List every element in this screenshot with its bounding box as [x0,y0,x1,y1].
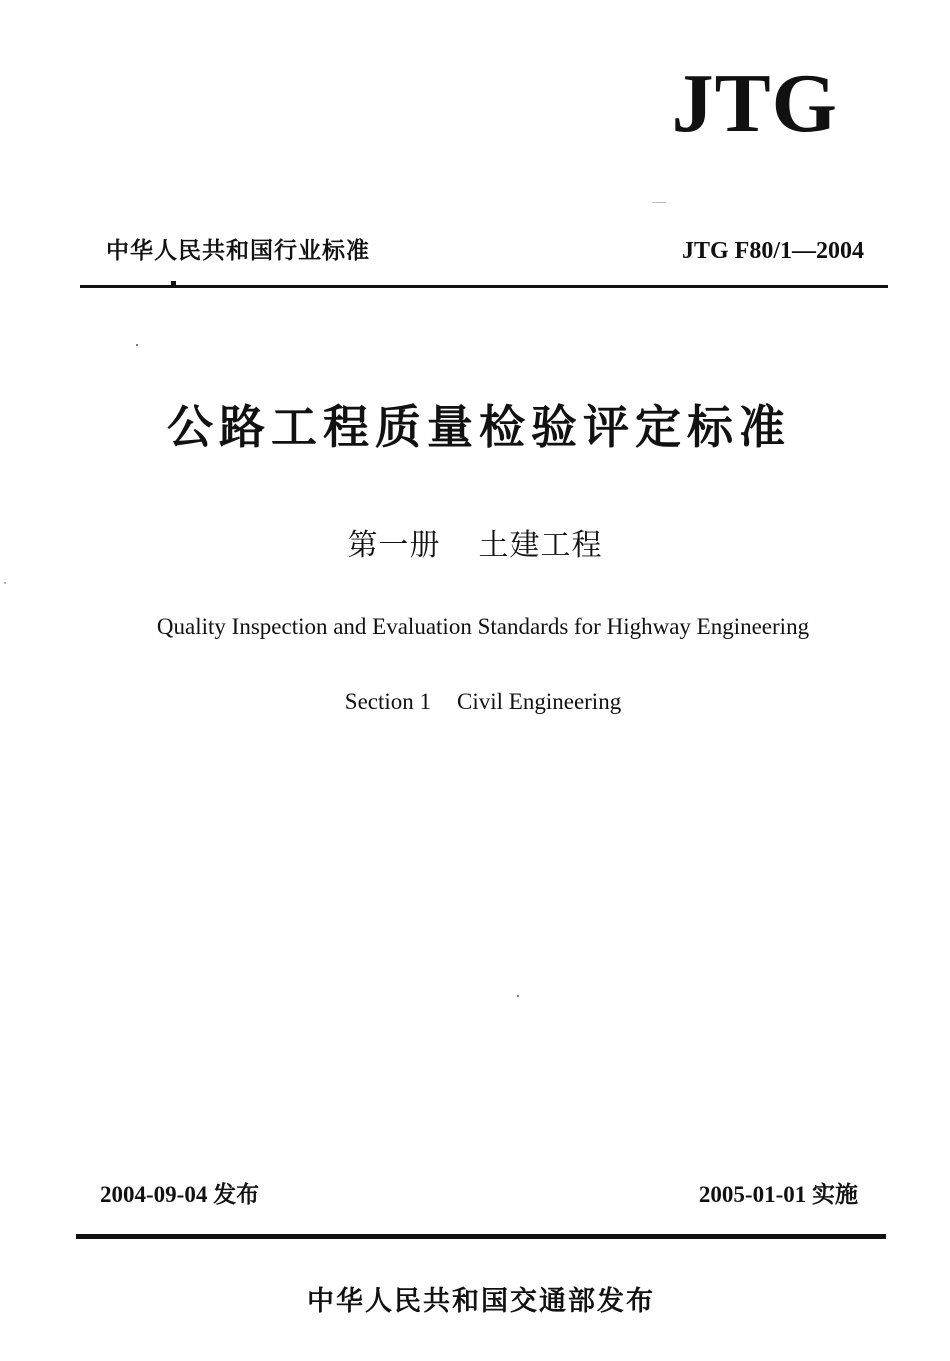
document-title-en: Quality Inspection and Evaluation Standards for Highway Engineering [156,614,810,639]
standard-code: JTG F80/1—2004 [681,238,864,264]
jtg-logo: JTG [671,57,838,150]
document-title-cn: 公路工程质量检验评定标准 [167,400,791,454]
document-subtitle-en [0,687,950,717]
scan-speck [136,344,138,346]
scan-speck [4,582,6,584]
header-rule-mark [171,281,176,287]
subtitle-en-part: Civil Engineering [457,689,622,714]
scan-speck [652,202,666,203]
footer-rule [76,1234,886,1239]
publisher: 中华人民共和国交通部发布 [307,1286,655,1317]
header-rule [80,285,888,288]
standard-category: 中华人民共和国行业标准 [106,238,370,264]
effective-date: 2005-01-01 实施 [698,1182,858,1207]
issue-date: 2004-09-04 发布 [100,1182,260,1207]
subtitle-cn-part: 土建工程 [478,528,603,563]
subtitle-en-section: Section 1 [344,689,432,714]
scan-speck [517,995,519,997]
subtitle-cn-volume: 第一册 [347,528,441,563]
document-subtitle-cn [0,526,950,566]
